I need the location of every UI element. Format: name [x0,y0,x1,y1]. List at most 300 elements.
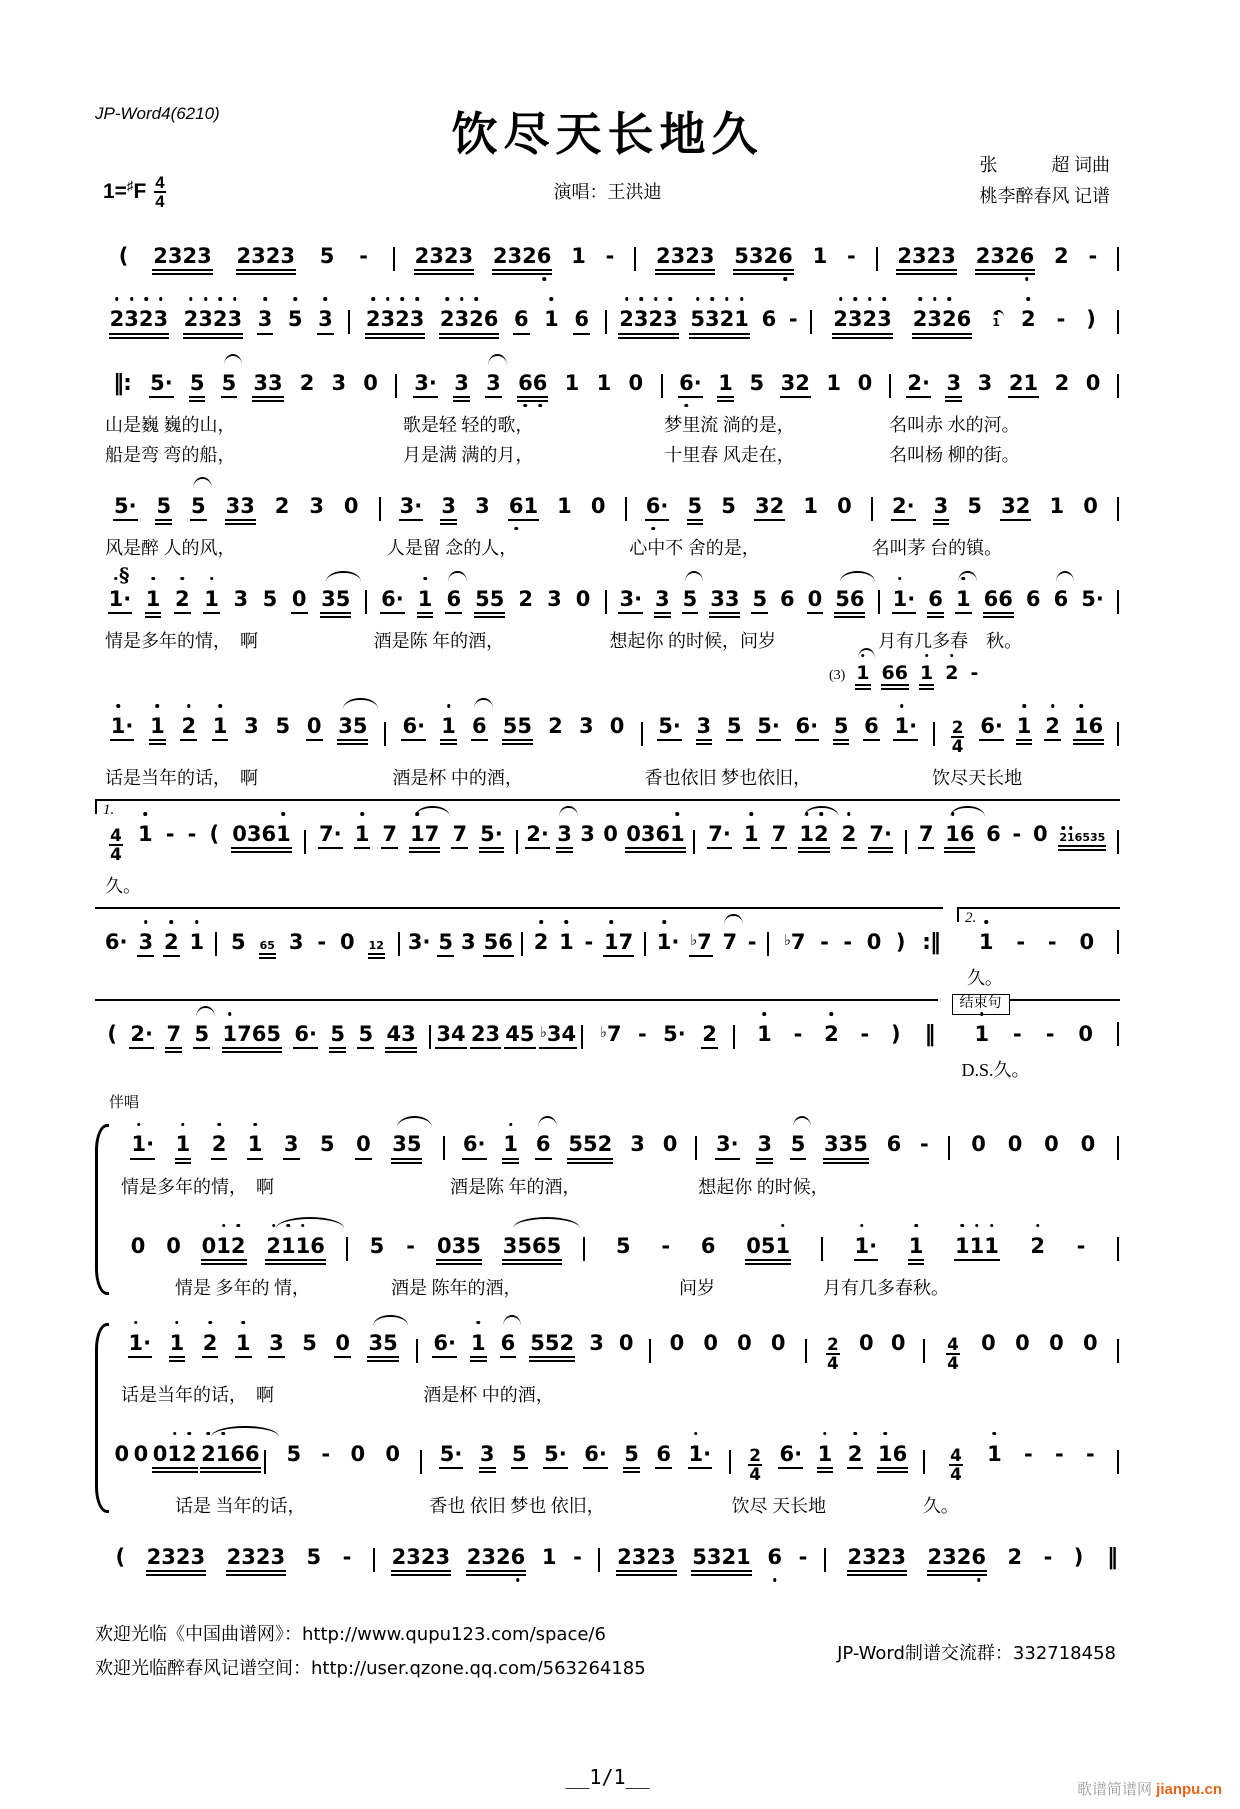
qupu-link-line: 欢迎光临《中国曲谱网》：http://www.qupu123.com/space/6 [95,1624,606,1646]
note-cell: 2 [944,662,959,684]
lyrics-measure: 名叫茅 台的镇。 [871,537,1003,558]
lyrics-measure: 久。 [966,968,1003,989]
barline [605,310,607,334]
octave-dot-above [639,297,643,301]
measure [936,713,1116,755]
note-cell: 1 [826,370,842,395]
note-cell: - [317,930,327,955]
octave-dot-above [445,297,449,301]
lyrics-measure: 情是多年的情， 啊 [105,630,258,651]
note-cell: 1 [247,1131,264,1159]
octave-dot-above [550,297,554,301]
lyrics-measure: 酒是杯 中的酒， [392,768,523,789]
note-cell: ) [895,930,906,955]
note-cell: ( [118,244,129,268]
octave-dot-above [694,1432,698,1436]
notation-part [95,569,1120,656]
octave-dot-above [749,812,753,816]
note-cell: 0 [662,1132,678,1157]
measure [608,586,877,618]
note-cell: 0 [618,1330,634,1355]
note-cell: 1 [543,306,560,332]
note-cell: 1 6 [877,1441,908,1473]
note-cell: 6 6 [517,370,548,402]
note-cell: 1 [571,244,586,268]
lyrics-measure: 酒是陈 年的酒， [373,630,505,651]
octave-dot-above [898,577,902,581]
note-cell: 1 [919,662,934,690]
octave-dot-above [900,704,904,708]
note-cell: 3 [933,493,950,525]
barline [1117,1136,1119,1160]
note-cell: 3 [977,370,993,395]
notation-part [95,226,1120,283]
watermark [1077,1778,1222,1799]
note-cell: 21 [1008,370,1039,398]
note-cell: 1 [817,1441,834,1473]
note-cell: 6 [500,1330,517,1358]
octave-dot-above [565,920,569,924]
note-cell: - [637,1022,647,1047]
lyrics-measure: 人是留 念的人， [386,537,518,558]
note-cell: 1 · [854,1233,879,1261]
note-cell: 0 [340,930,355,955]
tie-arc [503,1315,522,1326]
note-cell: 1 [440,713,457,745]
note-cell: 1 · [892,586,917,614]
barline [393,247,395,271]
note-cell: 5 [287,306,304,332]
octave-dot-above [993,1432,997,1436]
barline [923,1450,925,1474]
sharp-icon: ♯ [126,177,134,193]
note-cell: 3· [715,1131,740,1159]
octave-dot-above [144,920,148,924]
note-cell: 5 [193,1021,210,1049]
barline [693,830,695,854]
singer-label: 演唱：王洪迪 [553,182,662,202]
note-cell: 5 [682,586,699,614]
chorus-line-1 [95,562,1120,690]
note-cell: 6· [380,586,405,614]
note-cell: - [1023,1441,1033,1466]
note-cell: 5 [262,586,278,611]
note-cell: 1 [175,1131,192,1163]
note-cell: 6· [583,1441,608,1469]
note-cell: - [1013,1022,1022,1047]
measure [111,1441,263,1473]
accomp-system-2 [111,1313,1120,1521]
note-cell: 0 [1085,370,1101,395]
tie-arc [513,1217,581,1228]
note-cell: 6· [293,1021,318,1049]
note-cell: 35 [391,1131,422,1163]
note-cell: 3 [654,586,671,618]
note-cell: 0 [291,586,308,614]
note-cell: 2 1 66 [200,1441,261,1473]
note-cell: 2· [906,370,931,398]
note-cell: - [406,1233,415,1258]
note-cell: 32 [1000,493,1031,521]
note-cell: 1 [470,1330,487,1362]
accomp-bracket-group [95,1313,1120,1521]
note-cell: 32 [754,493,785,521]
note-cell: 3565 [502,1233,563,1265]
note-cell: 1 [235,1330,252,1358]
tie-arc [1056,571,1075,582]
note-cell: 1 [756,1021,773,1047]
barline [876,247,878,271]
note-cell: 2323 [414,243,475,275]
volta-label: 结束句 [952,994,1010,1015]
note-cell: 33 [252,370,283,402]
lyrics-measure: 心中不 舍的是， [629,537,760,558]
measure [608,306,810,338]
note-cell: 2 1 6535 [1058,831,1106,851]
note-cell: 2 [518,586,534,611]
note-cell: 6 1 [508,493,539,521]
lyrics-measure: 饮尽 天长地 [731,1496,827,1517]
note-cell: 0 [669,1330,685,1355]
octave-dot-above [984,920,988,924]
repeat-barline: ‖: [113,370,131,396]
tie-arc [448,571,467,582]
tie-arc [950,806,985,817]
measure [95,821,303,863]
note-row [95,801,1120,871]
note-cell: 5 [687,493,704,525]
lyrics-measure: 久。 [105,876,141,897]
barline [516,830,518,854]
note-cell: 1 · [893,713,918,741]
barline [905,830,907,854]
note-cell: - [584,930,594,955]
measure [95,713,383,745]
measure [95,929,214,957]
lyrics-measure: 久。 [922,1496,959,1517]
note-cell: 7 [165,1021,182,1053]
note-cell: 2 3 2 6 [912,306,973,338]
note-cell: 5· [1081,586,1104,611]
lyrics-measure [947,1174,1115,1202]
measure [808,1330,922,1372]
flat-icon: ♭ [539,1023,547,1042]
note-cell: - [788,307,798,332]
note-cell: 2323 [847,1544,908,1576]
barline [821,1237,823,1261]
note-cell: 1 · [108,586,133,614]
barline [264,1450,266,1474]
note-cell: ( [115,1544,126,1569]
note-cell: 1 · [656,929,681,955]
site-links [95,1618,646,1686]
octave-dot-above [371,297,375,301]
octave-dot-above [253,1123,257,1127]
note-cell: 5 [189,370,206,402]
octave-dot-above [860,1224,864,1228]
note-cell: 1 [149,713,166,745]
octave-dot-above [114,577,118,581]
note-cell: 1 [743,821,760,849]
coda-line [95,996,1120,1085]
lyrics-measure: 酒是 陈年的酒， [355,1277,522,1298]
note-cell: 6 [886,1132,902,1157]
notation-part [952,996,1121,1085]
octave-dot-above [181,1123,185,1127]
note-cell: 1 [955,586,972,614]
barline [824,1548,826,1572]
note-cell: - [1012,821,1022,846]
note-cell: 6 [780,586,795,611]
barline [1117,830,1119,854]
octave-dot-above [324,297,328,301]
note-cell: 1 [812,244,828,268]
note-cell: 1 [558,929,575,955]
measure [95,586,364,618]
note-cell: 3 [556,821,573,853]
barline [923,1339,925,1363]
note-cell: 2 [174,586,191,614]
note-cell: 0 [1079,930,1095,955]
octave-dot-above [293,297,297,301]
measure [732,1441,922,1483]
octave-dot-above [218,297,222,301]
note-cell: - [1085,1441,1095,1466]
measure [951,1131,1117,1157]
note-cell: 2 [701,1021,718,1049]
octave-dot-above [188,1432,192,1436]
note-cell: 0 [575,586,591,611]
lyrics-row [952,1055,1121,1085]
octave-dot-above [740,297,744,301]
note-cell: - [860,1022,870,1047]
measure [926,1330,1116,1372]
octave-dot-above [217,1123,221,1127]
note-cell: - [1054,1441,1064,1466]
note-cell: 5 [329,1021,346,1053]
measure [419,1330,647,1362]
note-cell: 5 [616,1233,631,1258]
note-cell: 1 [1016,713,1033,745]
barline [644,932,646,956]
note-cell: 0 [1032,821,1048,846]
tie-arc [685,571,704,582]
note-cell: 5 [155,493,172,525]
note-cell: 3 [945,370,962,402]
notation-body [95,226,1120,1584]
qzone-link-line: 欢迎光临醉春风记谱空间：http://user.qzone.qq.com/563264185 [95,1658,646,1680]
octave-dot-above [233,297,237,301]
lyrics-row [95,533,1120,563]
note-cell: 1 [137,821,154,847]
octave-dot-above [763,1012,767,1016]
barline [661,374,663,398]
note-cell: 2 [847,1441,864,1469]
octave-dot-above [1036,1224,1040,1228]
note-cell: 56 [834,586,865,618]
measure [586,1233,820,1265]
octave-dot-above [823,1432,827,1436]
note-row [111,1424,1120,1491]
note-cell: 7· [707,821,732,849]
octave-dot-above [236,1224,240,1228]
barline [429,1025,431,1049]
flat-icon: ♭ [599,1023,607,1042]
octave-dot-above [360,812,364,816]
tie-arc [488,354,507,365]
lyrics-measure: 名叫杨 柳的街。 [889,444,1020,465]
lyrics-measure [652,1382,806,1410]
note-cell: 3 [440,493,457,525]
octave-dot-below [784,277,788,281]
lyrics-measure [697,873,906,901]
note-cell: 3 [309,493,324,518]
note-cell: 2 [211,1131,228,1159]
lyrics-row [95,410,1120,440]
alt-ending-inset [95,656,1120,690]
note-cell: 6 [1025,586,1041,611]
note-cell: 2323 [226,1544,287,1576]
measure [95,370,394,402]
note-cell: 45 [504,1021,535,1049]
barline [649,1339,651,1363]
note-cell: 2 [163,929,180,957]
note-cell: 2326 [492,243,553,275]
note-cell: 0 [130,1233,146,1258]
lyricist-composer: 张 超 词曲 [979,155,1110,175]
note-cell: 3 [578,713,594,738]
note-cell: 2 [202,1330,219,1358]
note-cell: 1 [991,316,1001,330]
octave-dot-above [282,812,286,816]
note-cell: 0 [890,1330,906,1355]
octave-dot-above [210,577,214,581]
note-cell: 0 [737,1330,752,1355]
note-cell: 7· [868,821,893,853]
note-cell: 552 [529,1330,575,1362]
barline [889,374,891,398]
song-title: 饮尽天长地久 [451,109,764,160]
note-cell: 6 [445,586,462,614]
note-cell: 35 [320,586,351,618]
note-cell: 5 [275,713,291,738]
lyrics-measure: 酒是杯 中的酒， [423,1384,554,1405]
note-cell: 2 [1007,1544,1023,1569]
lyrics-measure: 情是 多年的 情， [121,1277,310,1298]
note-cell: 35 [367,1330,398,1362]
note-cell: 3 [696,713,713,745]
barline [1117,374,1119,398]
measure [957,929,1116,955]
note-cell: 6 [766,1544,783,1570]
measure [387,713,639,745]
note-cell: 5 [369,1233,385,1258]
measure [95,243,392,275]
barline [384,722,386,746]
note-cell: 2· [129,1021,154,1049]
measure [95,493,378,525]
measure [349,1233,583,1265]
notation-part [111,1313,1120,1410]
note-cell: 2323 [391,1544,452,1576]
note-cell: - [1076,1233,1086,1258]
barline [598,1548,600,1572]
lyrics-measure: 话是 当年的话， [121,1496,306,1517]
note-cell: 3 [331,370,347,395]
note-cell: 1 [986,1441,1003,1467]
measure [881,586,1116,618]
note-cell: 3 [257,306,274,334]
measure [874,493,1116,525]
note-cell: 6 [535,1131,552,1159]
barline [398,932,400,956]
note-cell: - [843,930,853,955]
note-cell: 3 [317,306,334,334]
barline [583,1237,585,1261]
note-cell: - [798,1544,808,1569]
measure [351,306,603,338]
barline [1117,1339,1119,1363]
notation-part [111,1216,1120,1303]
tie-arc [196,1006,215,1017]
lyrics-measure: 话是当年的话， 啊 [121,1384,274,1405]
octave-dot-above [228,1012,232,1016]
lyrics-measure [806,1382,923,1410]
note-cell: 2326 [975,243,1036,275]
note-row [957,909,1120,963]
note-cell: - [359,244,368,268]
note-cell: 1 [978,929,995,955]
barline [346,1237,348,1261]
end-barline: ‖ [1106,1544,1117,1570]
measure [376,1544,598,1576]
octave-dot-above [853,297,857,301]
note-cell: 335 [823,1131,869,1163]
note-cell: 0361 [231,821,292,853]
note-row [95,353,1120,410]
notation-part [111,1114,1120,1201]
note-cell: - [820,930,829,955]
measure [368,586,603,618]
verse-number-label: (3) [828,667,846,683]
measure [446,1131,694,1163]
note-cell: 2 3 2 3 [365,306,426,338]
note-cell: - [747,930,757,955]
barline [1117,930,1119,954]
barline [641,722,643,746]
notation-part [111,1424,1120,1521]
lyrics-row [111,1172,1120,1202]
barline [443,1136,445,1160]
barline [767,932,769,956]
note-cell: 1 [189,929,206,955]
volta-label: 1. [103,801,115,818]
note-cell: ♭34 [539,1021,577,1049]
lyrics-measure: 月有几多春秋。 [823,1277,949,1298]
note-row [111,1216,1120,1273]
note-row [95,696,1120,763]
note-cell: ( [107,1022,118,1047]
octave-dot-above [950,654,954,658]
note-cell: 3 [283,1131,300,1159]
octave-dot-above [144,812,148,816]
verse-line-1 [95,353,1120,470]
measure [647,929,766,957]
notation-part [95,999,938,1061]
octave-dot-above [625,297,629,301]
note-cell: 0 [628,370,644,395]
octave-dot-below [516,1578,520,1582]
